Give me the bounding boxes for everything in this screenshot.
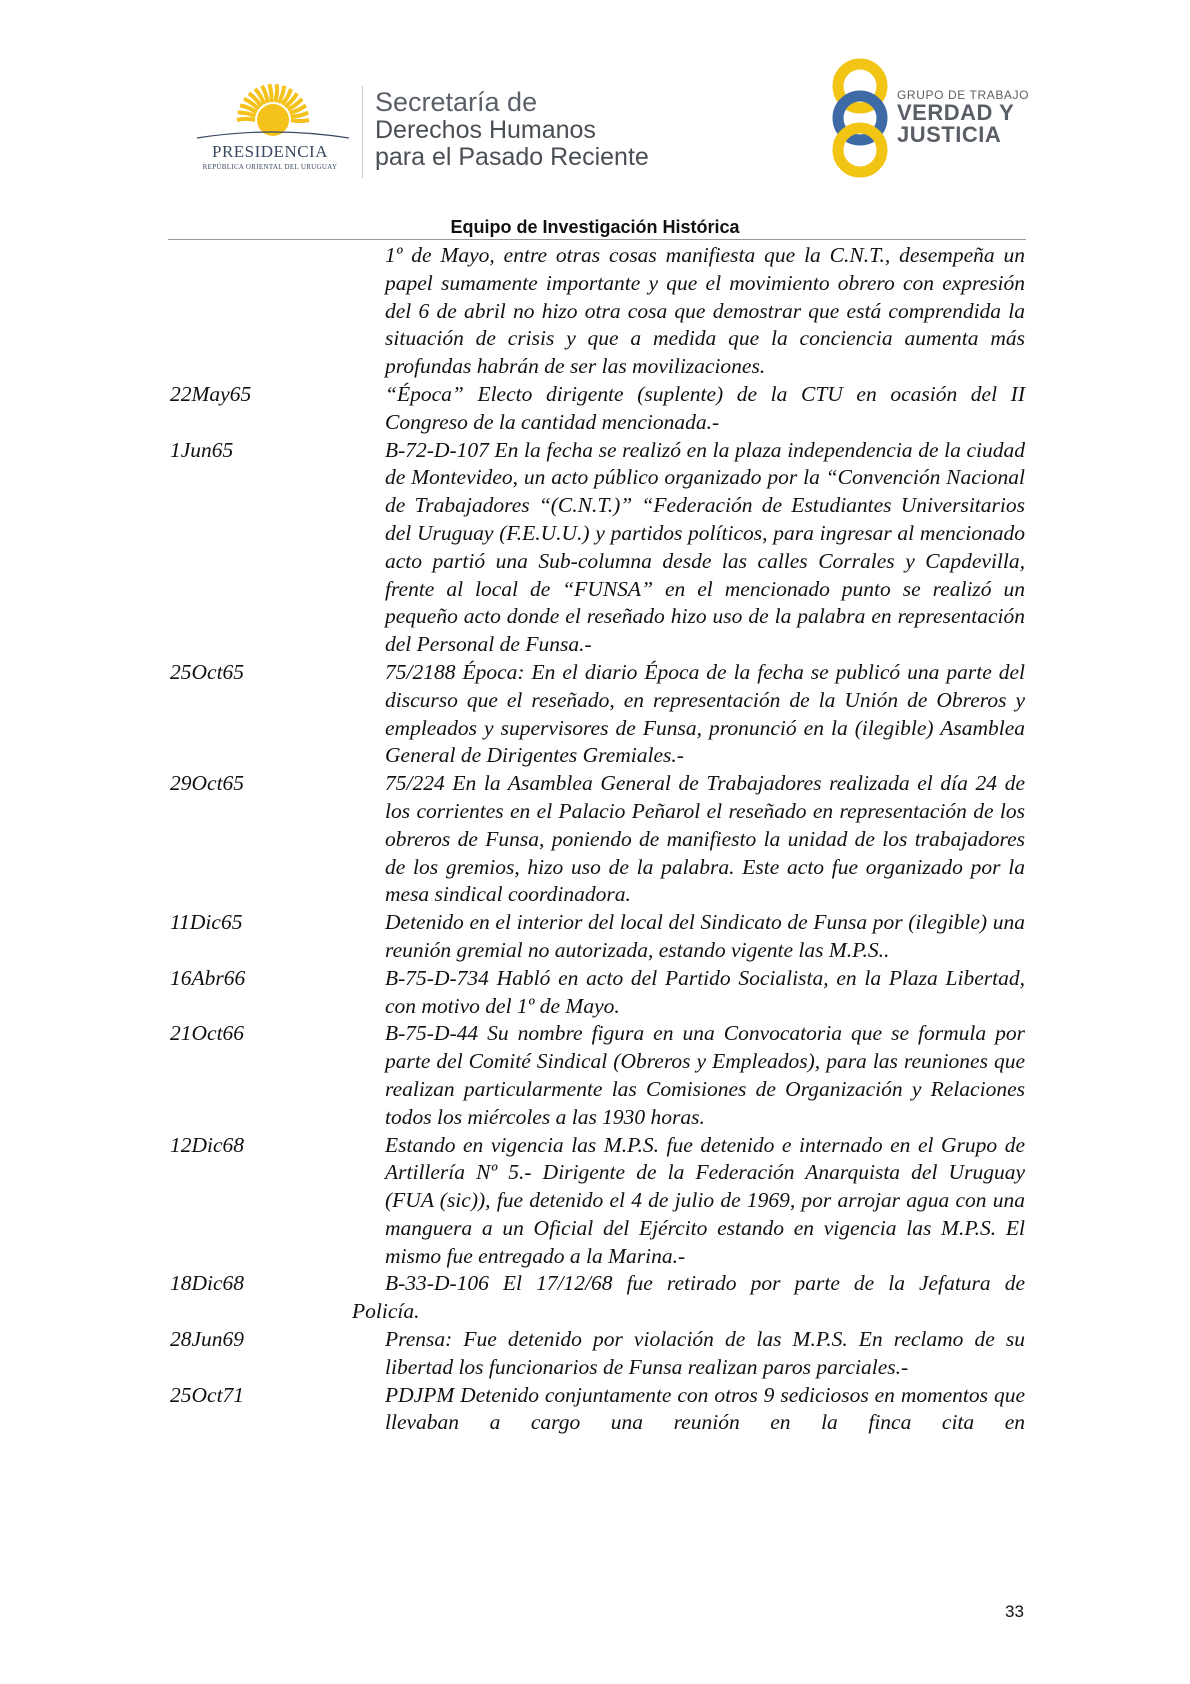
page-header bbox=[0, 0, 1190, 237]
entry bbox=[0, 1020, 1190, 1131]
entry-text: Prensa: Fue detenido por violación de las M.P.S. En reclamo de su libertad los funcionarios de Funsa realizan paros parciales.- bbox=[385, 1327, 1025, 1379]
entry-text-continuation: Policía. bbox=[352, 1299, 420, 1324]
entry bbox=[0, 770, 1190, 909]
presidencia-subtitle: REPÚBLICA ORIENTAL DEL URUGUAY bbox=[202, 163, 338, 171]
vj-line-2: JUSTICIA bbox=[897, 122, 1002, 147]
entry-text: 1º de Mayo, entre otras cosas manifiesta que la C.N.T., desempeña un papel sumamente importante y que el movimiento obrero con expresión del 6 de abril no hizo otra cosa que demostrar que está comprendida la situación de crisis y que a medida que la conciencia aumenta más profundas habrán de ser las movilizaciones. bbox=[385, 243, 1025, 379]
entry-text: PDJPM Detenido conjuntamente con otros 9 sediciosos en momentos que llevaban a cargo una reunión en la finca cita en bbox=[385, 1382, 1025, 1435]
secretaria-logo-text bbox=[375, 88, 649, 171]
entry bbox=[0, 909, 1190, 965]
entry-date: 1Jun65 bbox=[170, 437, 234, 462]
secretaria-line-1: Secretaría de bbox=[375, 87, 538, 117]
presidencia-sun-logo bbox=[193, 78, 353, 188]
entry bbox=[0, 1132, 1190, 1271]
team-title: Equipo de Investigación Histórica bbox=[450, 217, 740, 237]
entry bbox=[0, 437, 1190, 659]
entry-text: 75/224 En la Asamblea General de Trabajadores realizada el día 24 de los corrientes en el Palacio Peñarol el reseñado en representación de los obreros de Funsa, poniendo de manifiesto la unidad de los trabajadores de los gremios, hizo uso de la palabra. Este acto fue organizado por la mesa sindical coordinadora. bbox=[385, 771, 1025, 907]
entry-date: 25Oct71 bbox=[170, 1382, 245, 1407]
entry-date: 28Jun69 bbox=[170, 1327, 245, 1352]
entry-text: Estando en vigencia las M.P.S. fue detenido e internado en el Grupo de Artillería Nº 5.- Dirigente de la Federación Anarquista del Uruguay (FUA (sic)), fue detenido el 4 de julio de 1969, por arrojar agua con una manguera a un Oficial del Ejército estando en vigencia las M.P.S. El mismo fue entregado a la Marina.- bbox=[385, 1132, 1025, 1268]
entry-date: 11Dic65 bbox=[170, 910, 243, 935]
sun-ray bbox=[291, 120, 309, 121]
entry bbox=[0, 381, 1190, 437]
entry-text: B-33-D-106 El 17/12/68 fue retirado por parte de la Jefatura de bbox=[385, 1271, 1025, 1296]
verdad-justicia-text bbox=[897, 88, 1029, 146]
entry-date: 21Oct66 bbox=[170, 1021, 245, 1046]
entry-date: 25Oct65 bbox=[170, 659, 245, 684]
entry-text: B-75-D-44 Su nombre figura en una Convocatoria que se formula por parte del Comité Sindical (Obreros y Empleados), para las reuniones que realizan particularmente las Comisiones de Organización y Relaciones todos los miércoles a las 1930 horas. bbox=[385, 1021, 1025, 1129]
entry bbox=[0, 659, 1190, 770]
logo-divider bbox=[362, 86, 363, 178]
entry bbox=[0, 1382, 1190, 1438]
chronology-entries bbox=[0, 242, 1190, 1437]
presidencia-name: PRESIDENCIA bbox=[211, 142, 328, 161]
entry-text: B-72-D-107 En la fecha se realizó en la plaza independencia de la ciudad de Montevideo, un acto público organizado por la “Convención Nacional de Trabajadores “(C.N.T.)” “Federación de Estudiantes Universitarios del Uruguay (F.E.U.U.) y partidos políticos, para ingresar al mencionado acto partió una Sub-columna desde las calles Corrales y Capdevilla, frente al local de “FUNSA” en el mencionado punto se realizó un pequeño acto donde el reseñado hizo uso de la palabra en representación del Personal de Funsa.- bbox=[385, 437, 1025, 657]
entry-date: 16Abr66 bbox=[170, 965, 246, 990]
entry-text: 75/2188 Época: En el diario Época de la fecha se publicó una parte del discurso que el reseñado, en representación de la Unión de Obreros y empleados y supervisores de Funsa, pronunció en la (ilegible) Asamblea General de Dirigentes Gremiales.- bbox=[385, 659, 1025, 768]
entry-date: 29Oct65 bbox=[170, 771, 245, 796]
sun-ray bbox=[269, 84, 271, 102]
entry-date: 12Dic68 bbox=[170, 1132, 245, 1157]
vj-line-1: VERDAD Y bbox=[897, 100, 1015, 125]
entry-date: 18Dic68 bbox=[170, 1271, 245, 1296]
header-rule bbox=[168, 239, 1026, 240]
entry bbox=[0, 1326, 1190, 1382]
entry bbox=[0, 965, 1190, 1021]
secretaria-line-2: Derechos Humanos bbox=[375, 116, 596, 144]
entry bbox=[0, 242, 1190, 381]
sun-ray bbox=[238, 113, 256, 117]
entry-text: B-75-D-734 Habló en acto del Partido Socialista, en la Plaza Libertad, con motivo del 1º de Mayo. bbox=[385, 965, 1025, 1018]
verdad-justicia-rings-logo bbox=[822, 56, 902, 180]
entry bbox=[0, 1270, 1190, 1326]
entry-date: 22May65 bbox=[170, 381, 252, 406]
sun-ray bbox=[237, 119, 255, 120]
vj-group-label: GRUPO DE TRABAJO bbox=[897, 88, 1030, 102]
entry-text: Detenido en el interior del local del Sindicato de Funsa por (ilegible) una reunión gremial no autorizada, estando vigente las M.P.S.. bbox=[385, 910, 1025, 962]
entry-text: “Época” Electo dirigente (suplente) de la CTU en ocasión del II Congreso de la cantidad mencionada.- bbox=[385, 381, 1025, 434]
secretaria-line-3: para el Pasado Reciente bbox=[375, 143, 649, 171]
sun-ray bbox=[275, 84, 277, 102]
page-number: 33 bbox=[1005, 1602, 1024, 1621]
